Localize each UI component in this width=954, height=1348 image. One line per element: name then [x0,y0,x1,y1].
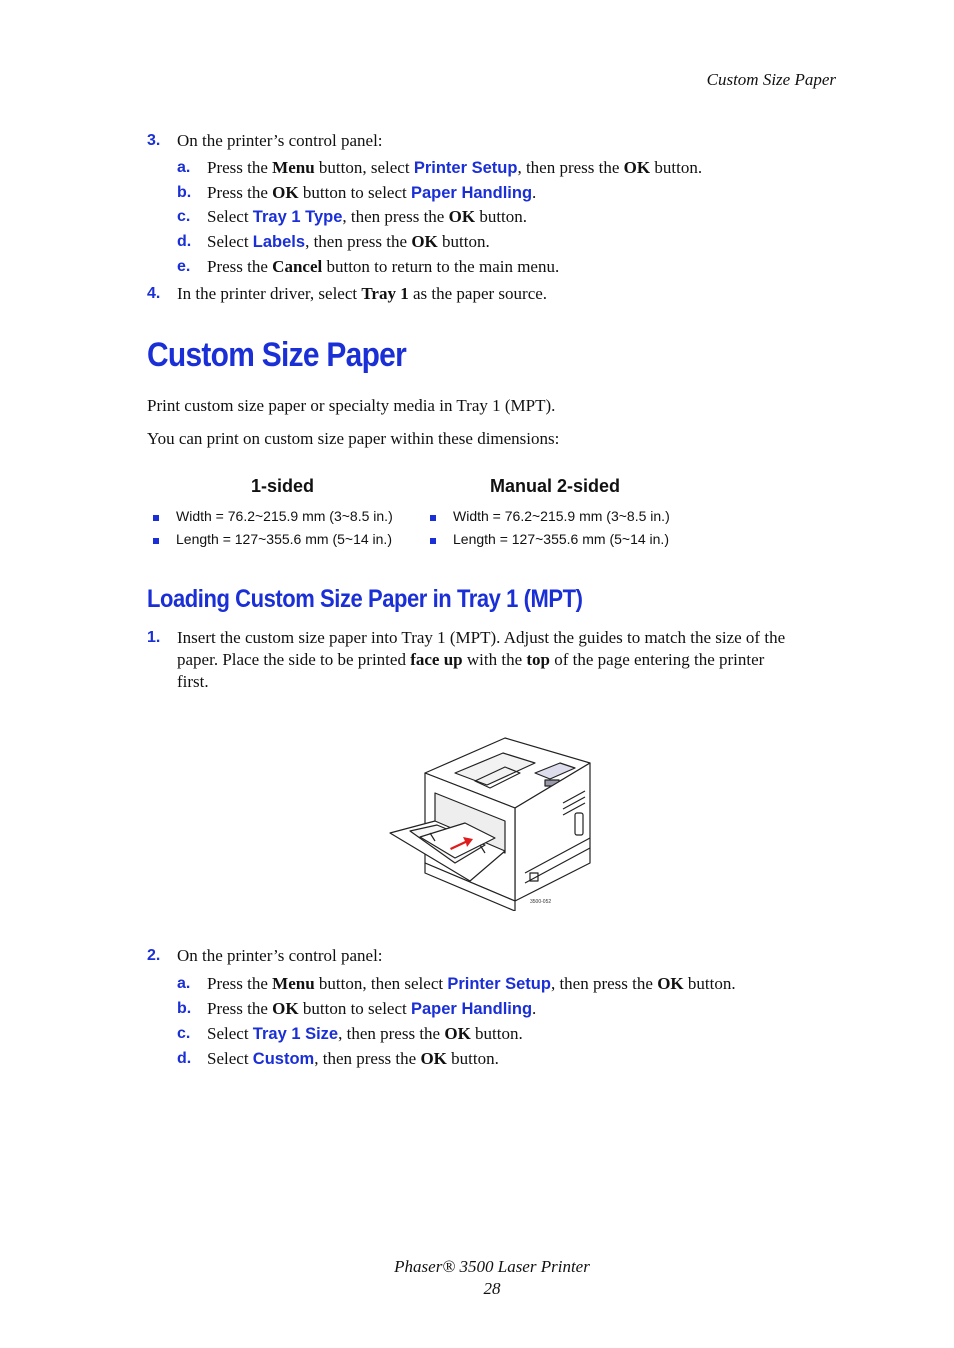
step-text: On the printer’s control panel: [177,131,383,150]
substep-text: Press the Menu button, then select Printer Setup, then press the OK button. [207,974,736,993]
substep-text: Press the Cancel button to return to the main menu. [207,257,560,276]
section-heading: Loading Custom Size Paper in Tray 1 (MPT) [147,585,583,613]
substep-text: Select Tray 1 Size, then press the OK button. [207,1024,523,1043]
bullet-icon [153,515,159,521]
step-text: On the printer’s control panel: [177,946,383,965]
step-number: 2. [147,947,161,964]
step-text: paper. Place the side to be printed face up with the top of the page entering the printer [177,650,765,669]
substep-letter: a. [177,975,191,992]
substep-text: Select Labels, then press the OK button. [207,232,490,251]
page-number: 28 [483,1279,501,1298]
substep-letter: b. [177,1000,192,1017]
page-title: Custom Size Paper [147,336,407,374]
dimension-item: Width = 76.2~215.9 mm (3~8.5 in.) [176,508,393,524]
substep-text: Press the Menu button, select Printer Setup, then press the OK button. [207,158,703,177]
bullet-icon [430,515,436,521]
step-text: In the printer driver, select Tray 1 as the paper source. [177,284,548,303]
intro-paragraph: Print custom size paper or specialty media in Tray 1 (MPT). [147,396,556,415]
substep-text: Select Tray 1 Type, then press the OK button. [207,207,528,226]
substep-letter: c. [177,1025,191,1042]
step-text: first. [177,672,209,691]
step-number: 4. [147,285,161,302]
substep-letter: a. [177,159,191,176]
footer-product: Phaser® 3500 Laser Printer [394,1257,590,1276]
step-number: 1. [147,629,161,646]
intro-paragraph: You can print on custom size paper within these dimensions: [147,429,560,448]
column-heading-1-sided: 1-sided [251,476,315,496]
column-heading-manual-2-sided: Manual 2-sided [490,476,621,496]
running-header: Custom Size Paper [706,70,836,89]
bullet-icon [153,538,159,544]
substep-letter: b. [177,184,192,201]
printer-illustration [385,733,600,911]
figure-caption: 3500-052 [530,899,552,905]
dimension-item: Length = 127~355.6 mm (5~14 in.) [176,531,392,547]
substep-letter: c. [177,208,191,225]
step-text: Insert the custom size paper into Tray 1 (MPT). Adjust the guides to match the size of the [177,628,786,647]
substep-letter: d. [177,1050,192,1067]
substep-text: Press the OK button to select Paper Handling. [207,183,537,202]
dimension-item: Width = 76.2~215.9 mm (3~8.5 in.) [453,508,670,524]
dimension-item: Length = 127~355.6 mm (5~14 in.) [453,531,669,547]
substep-text: Press the OK button to select Paper Handling. [207,999,537,1018]
substep-letter: d. [177,233,192,250]
bullet-icon [430,538,436,544]
substep-letter: e. [177,258,191,275]
step-number: 3. [147,132,161,149]
substep-text: Select Custom, then press the OK button. [207,1049,499,1068]
